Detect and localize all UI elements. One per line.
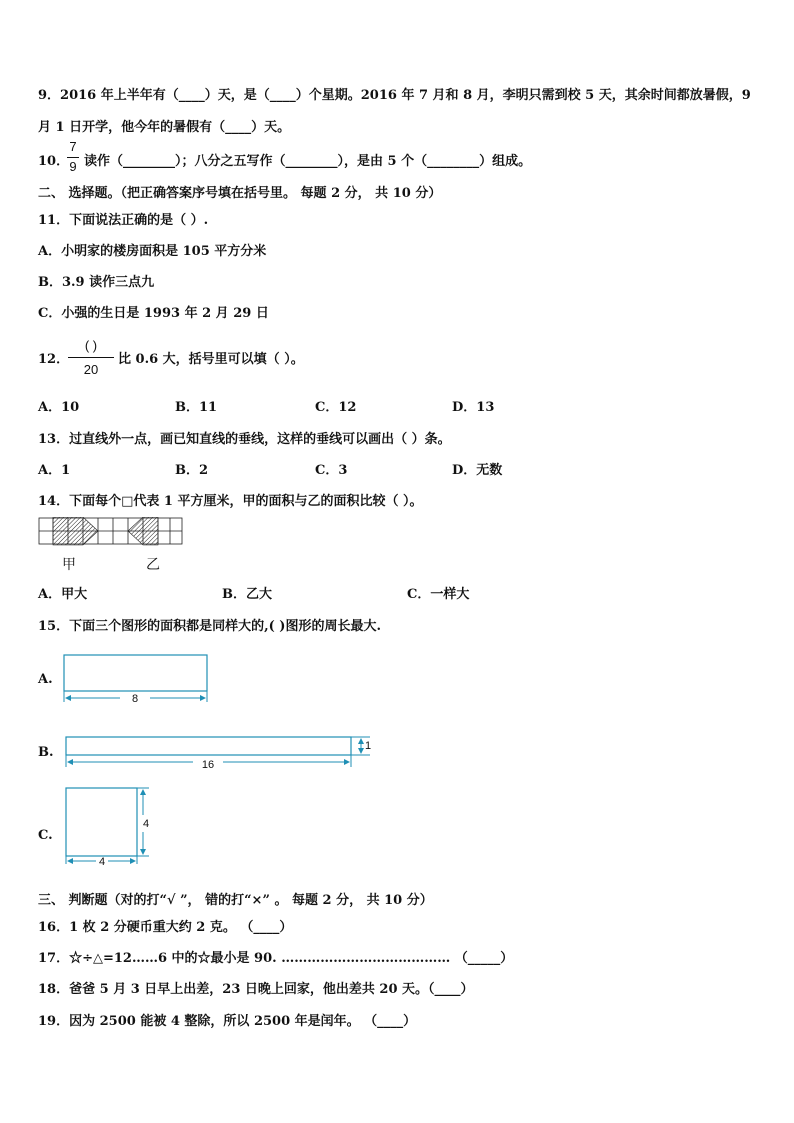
q15-figure-c-width-label: 4 [98,856,106,865]
q10-fraction-denominator: 9 [69,159,77,174]
q13-option-c: C．3 [315,463,348,478]
q9-line1: 9．2016 年上半年有（____）天，是（____）个星期。2016 年 7 月和 8 月，李明只需到校 5 天，其余时间都放暑假，9 [38,88,751,103]
section-3-heading: 三、 判断题（对的打“√ ”， 错的打“×” 。 每题 2 分， 共 10 分） [38,893,433,908]
q15-figure-c-height-label: 4 [142,818,150,830]
q13-option-d: D．无数 [452,463,503,478]
q11-option-a: A．小明家的楼房面积是 105 平方分米 [38,244,267,259]
q14-grid-figure [38,517,188,547]
q18-statement: 18．爸爸 5 月 3 日早上出差，23 日晚上回家，他出差共 20 天。（____） [38,982,474,997]
q10-text: 读作（________）；八分之五写作（________），是由 5 个（________）组成。 [84,154,532,169]
q11-option-c: C．小强的生日是 1993 年 2 月 29 日 [38,306,269,321]
q15-figure-b-width-label: 16 [201,759,215,771]
q15-label-c: C. [38,828,53,843]
q11-option-b: B．3.9 读作三点九 [38,275,155,290]
q12-option-a: A．10 [38,400,80,415]
q10-fraction-numerator: 7 [69,139,77,154]
q12-text: 比 0.6 大，括号里可以填（ ）。 [118,352,304,367]
q12-option-b: B．11 [175,400,218,415]
q16-statement: 16．1 枚 2 分硬币重大约 2 克。 （____） [38,920,293,935]
q15-label-a: A. [38,672,53,687]
q12-fraction-numerator: ( ) [84,338,98,353]
q14-option-b: B．乙大 [222,587,272,602]
q15-figure-a-width-label: 8 [131,693,139,705]
q13-option-a: A．1 [38,463,71,478]
q15-stem: 15．下面三个图形的面积都是同样大的,( )图形的周长最大. [38,619,381,634]
q14-label-yi: 乙 [146,557,160,573]
q10-fraction-bar [67,157,79,158]
q12-fraction-bar [68,357,114,358]
q15-figures [58,650,388,865]
q12-number: 12． [38,352,70,367]
q14-option-a: A．甲大 [38,587,88,602]
q13-stem: 13．过直线外一点，画已知直线的垂线，这样的垂线可以画出（ ）条。 [38,432,451,447]
q15-figure-b-height-label: 1 [365,740,372,752]
q10-number: 10． [38,154,70,169]
section-2-heading: 二、 选择题。（把正确答案序号填在括号里。 每题 2 分， 共 10 分） [38,186,442,201]
q14-option-c: C．一样大 [407,587,470,602]
q14-label-jia: 甲 [62,557,76,573]
q13-option-b: B．2 [175,463,209,478]
q12-option-c: C．12 [315,400,357,415]
q14-stem: 14．下面每个□代表 1 平方厘米，甲的面积与乙的面积比较（ ）。 [38,494,423,509]
q15-figure-b-rectangle [66,737,370,767]
q15-figure-c-square [66,788,149,864]
q11-stem: 11．下面说法正确的是（ ）. [38,213,209,228]
q9-line2: 月 1 日开学，他今年的暑假有（____）天。 [38,120,291,135]
q15-label-b: B. [38,745,54,760]
q12-fraction-denominator: 20 [83,362,99,377]
q19-statement: 19．因为 2500 能被 4 整除，所以 2500 年是闰年。 （____） [38,1014,417,1029]
q17-statement: 17．☆÷△=12……6 中的☆最小是 90. ………………………………… （_____） [38,951,514,966]
q12-option-d: D．13 [452,400,495,415]
